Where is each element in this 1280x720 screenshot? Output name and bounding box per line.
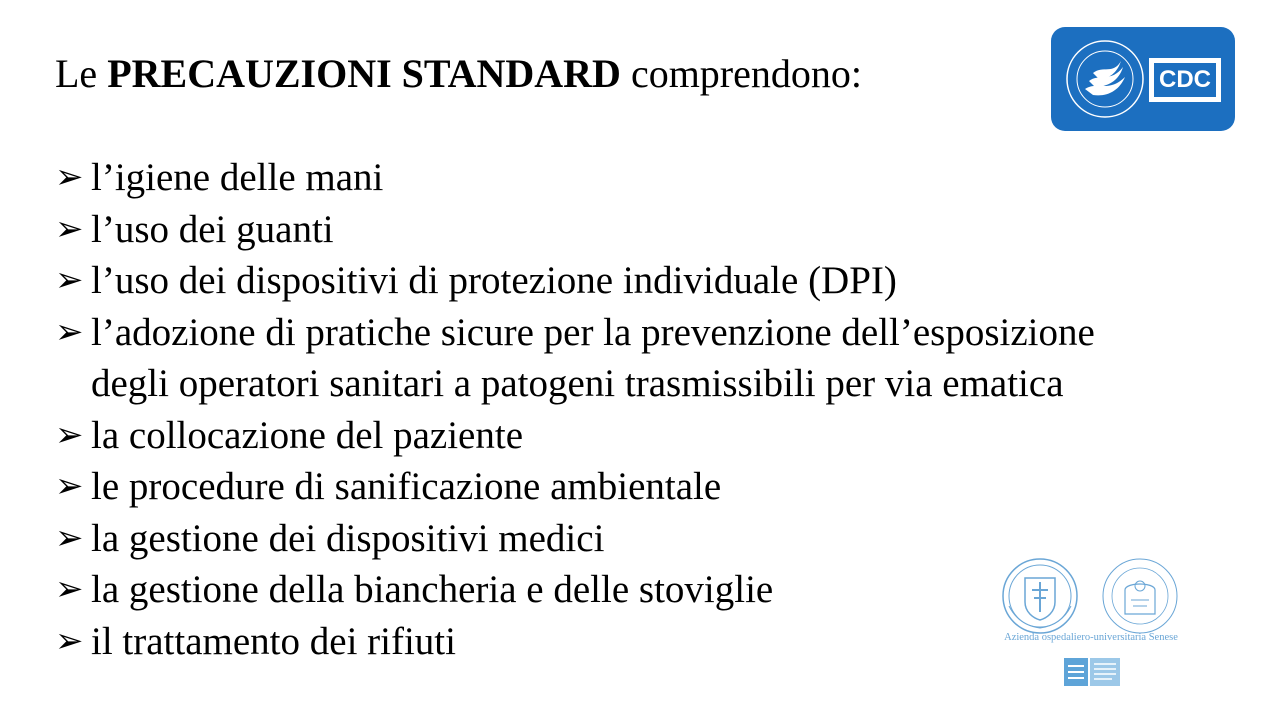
bullet-text: l’adozione di pratiche sicure per la prevenzione dell’esposizione: [91, 310, 1095, 354]
bullet-item: [55, 307, 1095, 359]
bullet-text: la collocazione del paziente: [91, 413, 524, 457]
arrow-bullet-icon: ➢: [55, 210, 84, 248]
bullet-text: l’uso dei guanti: [91, 207, 334, 251]
bullet-item: [55, 152, 1095, 204]
bullet-list: [55, 152, 1095, 667]
arrow-bullet-icon: ➢: [55, 416, 84, 454]
bullet-item: [55, 513, 1095, 565]
bullet-text: l’uso dei dispositivi di protezione individuale (DPI): [91, 259, 897, 302]
bullet-item: [55, 616, 1095, 668]
arrow-bullet-icon: ➢: [55, 313, 84, 351]
university-seal-icon: [1103, 559, 1177, 633]
arrow-bullet-icon: ➢: [55, 519, 84, 557]
bullet-text: degli operatori sanitari a patogeni trasmissibili per via ematica: [91, 362, 1064, 405]
bullet-text: la gestione della biancheria e delle stoviglie: [91, 568, 774, 611]
ssr-badge-icon: [1064, 658, 1120, 686]
arrow-bullet-icon: ➢: [55, 262, 84, 299]
title-prefix: Le: [55, 51, 108, 96]
cdc-wordmark: [1149, 58, 1221, 102]
hospital-name: Azienda ospedaliero-universitaria Senese: [1004, 632, 1178, 643]
title-bold: PRECAUZIONI STANDARD: [107, 51, 621, 96]
bullet-text: la gestione dei dispositivi medici: [91, 516, 605, 560]
title-suffix: comprendono:: [620, 51, 862, 96]
bullet-item: [55, 204, 1095, 256]
arrow-bullet-icon: ➢: [55, 468, 84, 505]
bullet-text: le procedure di sanificazione ambientale: [91, 465, 722, 508]
slide-title: [55, 50, 862, 98]
bullet-item: [55, 564, 1095, 616]
cdc-text: CDC: [1154, 63, 1216, 97]
arrow-bullet-icon: ➢: [55, 622, 84, 660]
arrow-bullet-icon: ➢: [55, 159, 84, 196]
bullet-item: [55, 461, 1095, 513]
bullet-continuation: [55, 358, 1095, 410]
bullet-item: [55, 410, 1095, 462]
bullet-item: [55, 255, 1095, 307]
hospital-seal-icon: [1003, 559, 1077, 633]
arrow-bullet-icon: ➢: [55, 571, 84, 608]
bullet-text: il trattamento dei rifiuti: [91, 619, 456, 663]
bullet-text: l’igiene delle mani: [91, 156, 384, 199]
hhs-seal-icon: [1063, 37, 1147, 121]
